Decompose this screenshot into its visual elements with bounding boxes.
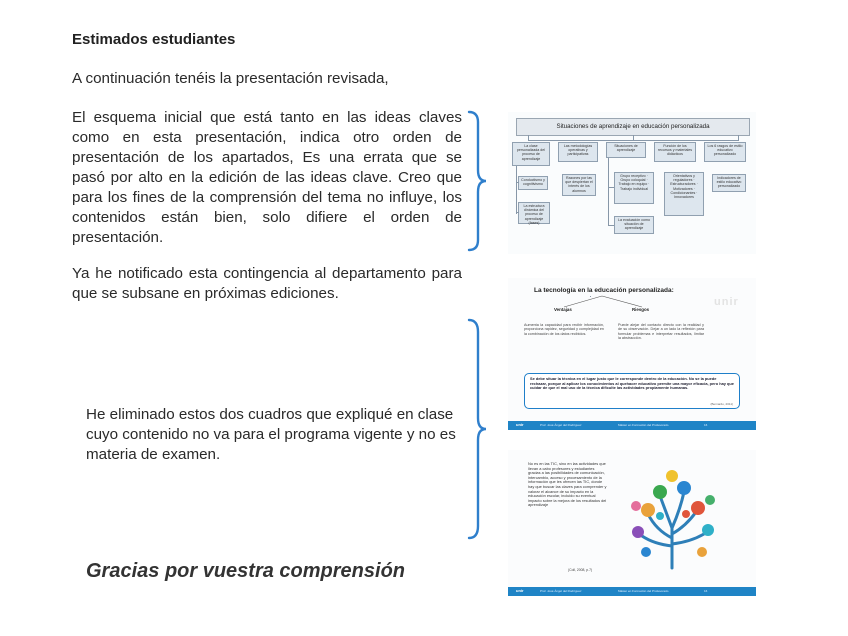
footer-page: 16 — [704, 423, 708, 427]
advantages-text: Aumenta la capacidad para recibir información, proporciona rapidez, seguridad y complejidad en la combinación de los datos recibidos. — [524, 323, 604, 336]
quote-source: (Bernardo, 2011) — [710, 402, 733, 406]
diagram-box: Los 6 rasgos de estilo educativo personalizado — [704, 142, 746, 162]
diagram-box: La clase personalizada del proceso de aprendizaje — [512, 142, 550, 166]
paragraph-removed-boxes: He eliminado estos dos cuadros que expliqué en clase cuyo contenido no va para el programa vigente y no es materia de examen. — [86, 406, 456, 463]
diagram-title: Situaciones de aprendizaje en educación personalizada — [516, 118, 750, 136]
paragraph-notification: Ya he notificado esta contingencia al departamento para que se subsane en próximas ediciones. — [72, 265, 462, 302]
diagram-box: Situaciones de aprendizaje — [606, 142, 646, 158]
paragraph-errata: El esquema inicial que está tanto en las ideas claves como en esta presentación, indica otro orden de presentación de los apartados, Es una errata que se pasó por alto en la edición de las ideas clave. Creo que para los fines de la comprensión del tema no influye, los contenidos están bien, solo difiere el orden de presentación. — [72, 109, 462, 246]
footer-page: 16 — [704, 589, 708, 593]
diagram-box: Grupo receptivo · Grupo coloquial · Trabajo en equipo · Trabajo individual — [614, 172, 654, 204]
greeting: Estimados estudiantes — [72, 31, 236, 48]
advantages-label: Ventajas — [554, 307, 572, 312]
slide-footer — [508, 421, 756, 430]
brace-icon — [466, 110, 488, 252]
diagram-box: Función de los recursos y materiales didácticos — [654, 142, 696, 162]
diagram-box: Las metodologías operativas y participativas — [558, 142, 598, 162]
diagram-box: Razones por las que despiertan el interés de los alumnos — [562, 174, 596, 196]
footer-brand: unir — [516, 588, 524, 593]
tic-text: No es en las TIC, sino en las actividades que llevan a cabo profesores y estudiantes gracias a las posibilidades de comunicación, intercambio, acceso y procesamiento de la información que les ofrecen las TIC, donde hay que buscar las claves para comprender y valorar el alcance de su impacto en la educación escolar, incluido su eventual impacto sobre la mejora de los resultados del aprendizaje — [528, 461, 607, 508]
risks-text: Puede alejar del contacto directo con la realidad y de su observación. Dejar a un lado la reflexión para formular problemas e interpretar resultados, limitar la abstracción. — [618, 323, 704, 341]
diagram-box: Orientativos y reguladores · Estructuradores · Motivadores · Condicionantes · Innovadores — [664, 172, 704, 216]
diagram-box: Indicadores de estilo educativo personalizado — [712, 174, 746, 192]
diagram-box: La estructura dinámica del proceso de aprendizaje (fases) — [518, 202, 550, 224]
slide-title: La tecnología en la educación personalizada: — [534, 287, 674, 294]
footer-brand: unir — [516, 422, 524, 427]
footer-course: Máster en Formación del Profesorado — [618, 423, 669, 427]
footer-author: Prof. José Ángel del Rodríguez — [540, 423, 582, 427]
quote-text: Se debe situar la técnica en el lugar justo que le corresponde dentro de la educación. No se la puede rechazar, porque al aplicar los conocimientos al quehacer educativo permite una mayor eficacia, pero hay que cuidar de que el mal uso de la técnica dificulte las actividades propiamente humanas. — [530, 376, 734, 391]
intro-text: A continuación tenéis la presentación revisada, — [72, 70, 389, 87]
quote-box — [524, 373, 740, 409]
brace-icon — [466, 318, 488, 540]
footer-course: Máster en Formación del Profesorado — [618, 589, 669, 593]
slide-diagram — [508, 112, 756, 254]
watermark: unir — [714, 296, 739, 308]
risks-label: Riesgos — [632, 307, 650, 312]
slide-footer — [508, 587, 756, 596]
footer-author: Prof. José Ángel del Rodríguez — [540, 589, 582, 593]
diagram-box: La evaluación como situación de aprendizaje — [614, 216, 654, 234]
diagram-box: Conductismo y cognitivismo — [518, 176, 548, 190]
slide-tic — [508, 450, 756, 596]
tree-illustration-icon — [626, 466, 720, 570]
tic-citation: (Coll, 2008, p.7) — [568, 568, 593, 572]
closing-text: Gracias por vuestra comprensión — [86, 560, 406, 582]
